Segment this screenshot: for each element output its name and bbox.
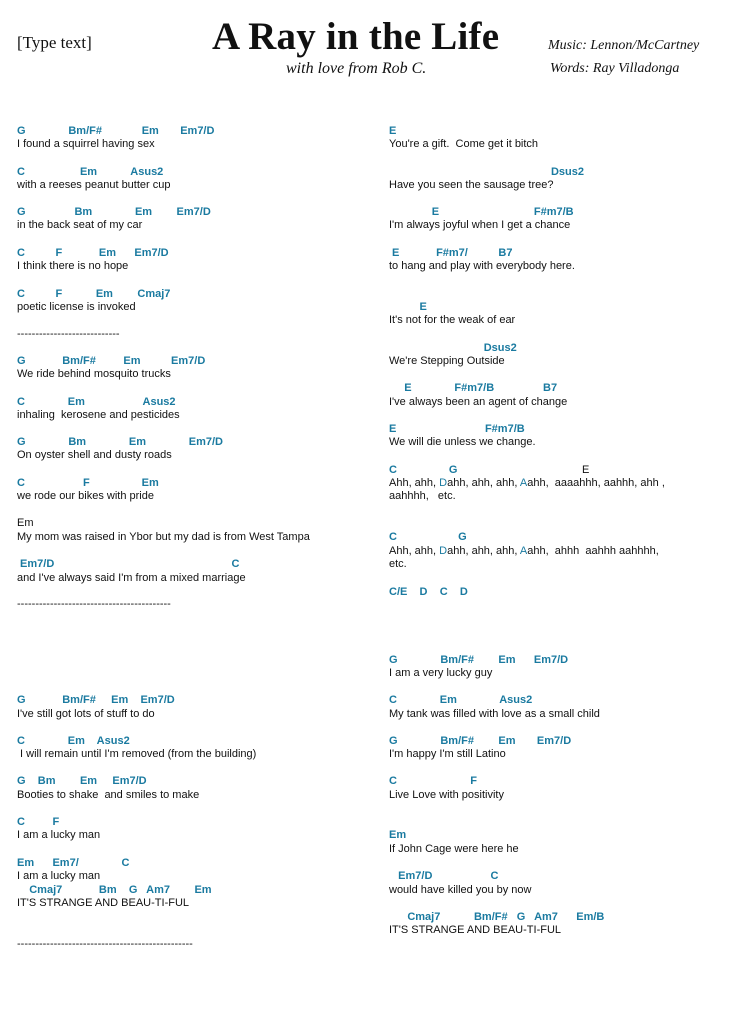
lyric-line: I found a squirrel having sex xyxy=(17,138,155,150)
chord-line: Em7/D C xyxy=(389,870,499,882)
lyric-line: We're Stepping Outside xyxy=(389,355,505,367)
lyric-segment: ahh, ahh, ahh, xyxy=(447,545,520,557)
chord-line: C F Em xyxy=(17,477,159,489)
chord-line: G Bm/F# Em Em7/D xyxy=(17,355,206,367)
chord-line: E F#m7/B xyxy=(389,206,574,218)
music-credit: Music: Lennon/McCartney xyxy=(548,38,700,53)
chord-line: C G xyxy=(389,464,458,476)
chord-line: C Em Asus2 xyxy=(389,694,533,706)
lyric-line: Booties to shake and smiles to make xyxy=(17,789,200,801)
chord-line: E F#m7/B B7 xyxy=(389,382,558,394)
lyric-line: we rode our bikes with pride xyxy=(17,490,154,502)
lyric-segment: Ahh, ahh, xyxy=(389,545,440,557)
lyric-line: Live Love with positivity xyxy=(389,789,504,801)
lyric-line: to hang and play with everybody here. xyxy=(389,260,575,272)
lyric-line: My tank was filled with love as a small child xyxy=(389,708,600,720)
words-credit: Words: Ray Villadonga xyxy=(550,61,680,76)
chord-line: Cmaj7 Bm/F# G Am7 Em/B xyxy=(389,911,605,923)
chord-letter: A xyxy=(519,477,528,489)
chord-line: G Bm Em Em7/D xyxy=(17,436,223,448)
chord-line: Em xyxy=(389,829,407,841)
chord-line: G Bm Em Em7/D xyxy=(17,206,211,218)
lyric-segment: ahh, ahh, ahh, xyxy=(447,477,520,489)
lyric-line: E xyxy=(582,464,590,476)
lyric-line: IT'S STRANGE AND BEAU-TI-FUL xyxy=(17,897,190,909)
lyric-line: I am a very lucky guy xyxy=(389,667,493,679)
lyric-segment: ahh, aaaahhh, aahhh, ahh , xyxy=(527,477,665,489)
type-text-placeholder: [Type text] xyxy=(17,33,92,52)
chord-line: C Em Asus2 xyxy=(17,166,164,178)
chord-line: E F#m7/ B7 xyxy=(389,247,513,259)
lyric-line xyxy=(389,545,659,558)
lyric-line: Have you seen the sausage tree? xyxy=(389,179,554,191)
lyric-line: I think there is no hope xyxy=(17,260,129,272)
lyric-line: would have killed you by now xyxy=(389,884,532,896)
chord-line: E xyxy=(389,301,427,313)
chord-line: C F xyxy=(17,816,60,828)
chord-line: Cmaj7 Bm G Am7 Em xyxy=(17,884,212,896)
lyric-line: etc. xyxy=(389,558,407,570)
lyric-line: and I've always said I'm from a mixed marriage xyxy=(17,572,246,584)
lyric-line: You're a gift. Come get it bitch xyxy=(389,138,539,150)
lyric-line: We ride behind mosquito trucks xyxy=(17,368,171,380)
chord-line: G Bm/F# Em Em7/D xyxy=(389,654,569,666)
chord-line: Dsus2 xyxy=(389,342,517,354)
lyric-line: My mom was raised in Ybor but my dad is from West Tampa xyxy=(17,531,310,543)
chord-letter: A xyxy=(519,545,528,557)
chord-line: E F#m7/B xyxy=(389,423,525,435)
chord-line: C F xyxy=(389,775,478,787)
chord-line: Em Em7/ C xyxy=(17,857,130,869)
lyric-line: Em xyxy=(17,517,34,529)
chord-line: G Bm/F# Em Em7/D xyxy=(17,694,175,706)
section-divider: ------------------------------------------------ xyxy=(17,938,193,950)
lyric-line: I am a lucky man xyxy=(17,829,101,841)
lyric-line: I'm always joyful when I get a chance xyxy=(389,219,571,231)
chord-line: E xyxy=(389,125,397,137)
section-divider: ---------------------------- xyxy=(17,328,120,340)
chord-letter: D xyxy=(439,545,448,557)
lyric-line: I am a lucky man xyxy=(17,870,101,882)
lyric-line: I will remain until I'm removed (from the building) xyxy=(17,748,257,760)
song-subtitle: with love from Rob C. xyxy=(286,60,427,77)
lyric-line: We will die unless we change. xyxy=(389,436,536,448)
lyric-line: aahhhh, etc. xyxy=(389,490,456,502)
lyric-line: IT'S STRANGE AND BEAU-TI-FUL xyxy=(389,924,562,936)
lyric-line: with a reeses peanut butter cup xyxy=(17,179,171,191)
chord-line: C Em Asus2 xyxy=(17,396,176,408)
chord-line: Em7/D C xyxy=(17,558,240,570)
lyric-line: I'm happy I'm still Latino xyxy=(389,748,506,760)
chord-line: C G xyxy=(389,531,467,543)
chord-line: G Bm Em Em7/D xyxy=(17,775,147,787)
lyric-line: If John Cage were here he xyxy=(389,843,519,855)
chord-line: C F Em Cmaj7 xyxy=(17,288,171,300)
lyric-line: inhaling kerosene and pesticides xyxy=(17,409,180,421)
chord-letter: D xyxy=(439,477,448,489)
chord-line: C/E D C D xyxy=(389,586,468,598)
lyric-line xyxy=(389,477,665,490)
lyric-line: On oyster shell and dusty roads xyxy=(17,449,172,461)
chord-line: C Em Asus2 xyxy=(17,735,130,747)
lyric-line: poetic license is invoked xyxy=(17,301,136,313)
chord-line: C F Em Em7/D xyxy=(17,247,169,259)
chord-line: G Bm/F# Em Em7/D xyxy=(389,735,572,747)
lyric-segment: Ahh, ahh, xyxy=(389,477,440,489)
lyric-segment: ahh, ahhh aahhh aahhhh, xyxy=(527,545,659,557)
lyric-line: I've always been an agent of change xyxy=(389,396,568,408)
section-divider: ------------------------------------------ xyxy=(17,598,171,610)
chord-line: Dsus2 xyxy=(389,166,584,178)
lyric-line: I've still got lots of stuff to do xyxy=(17,708,155,720)
song-title: A Ray in the Life xyxy=(212,15,500,58)
lyric-line: in the back seat of my car xyxy=(17,219,143,231)
chord-line: G Bm/F# Em Em7/D xyxy=(17,125,215,137)
lyric-line: It's not for the weak of ear xyxy=(389,314,516,326)
